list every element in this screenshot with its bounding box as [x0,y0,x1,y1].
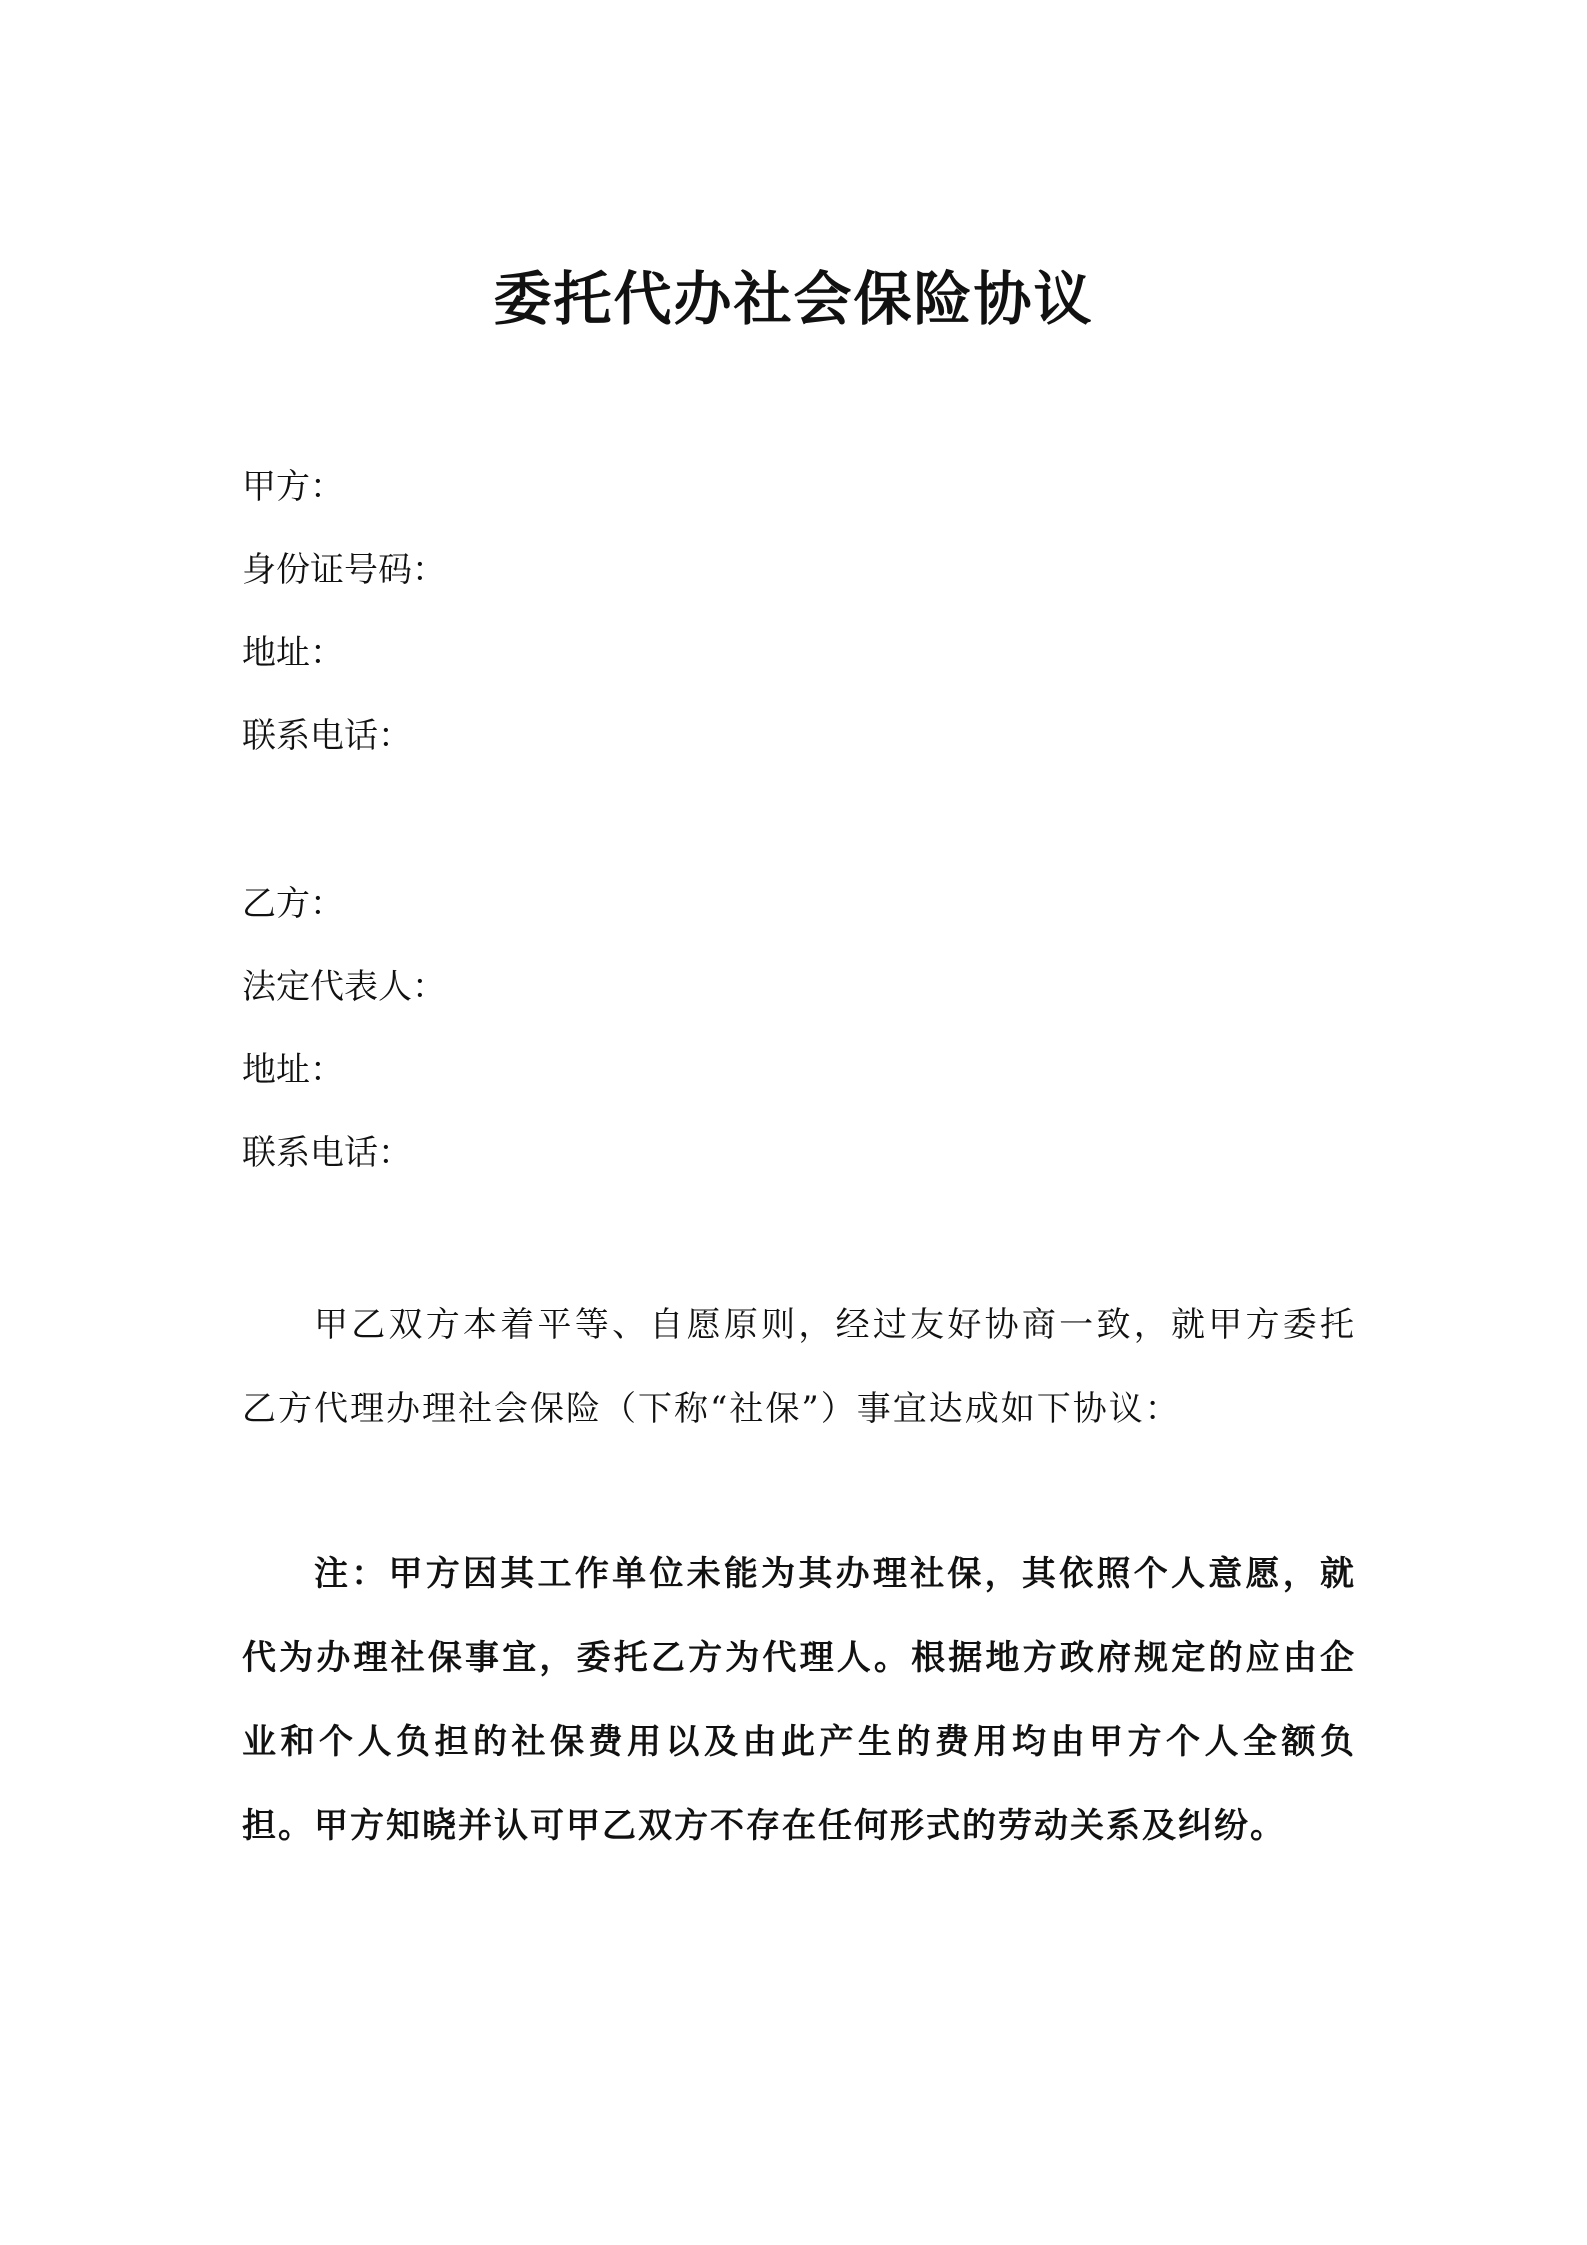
party-a-phone-label: 联系电话： [242,716,412,756]
party-b-phone-label: 联系电话： [242,1133,412,1173]
party-a-label: 甲方： [242,467,344,507]
party-b-representative-label: 法定代表人： [242,967,446,1007]
party-a-address-label: 地址： [242,633,344,673]
party-b-address-label: 地址： [242,1050,344,1090]
note-paragraph: 注：甲方因其工作单位未能为其办理社保，其依照个人意愿，就代为办理社保事宜，委托乙方为代理人。根据地方政府规定的应由企业和个人负担的社保费用以及由此产生的费用均由甲方个人全额负担。甲方知晓并认可甲乙双方不存在任何形式的劳动关系及纠纷。 [242,1554,1356,1846]
intro-paragraph: 甲乙双方本着平等、自愿原则，经过友好协商一致，就甲方委托乙方代理办理社会保险（下称“社保”）事宜达成如下协议： [242,1305,1356,1429]
document-title: 委托代办社会保险协议 [493,265,1094,333]
party-b-label: 乙方： [242,884,344,924]
party-a-id-label: 身份证号码： [242,550,446,590]
